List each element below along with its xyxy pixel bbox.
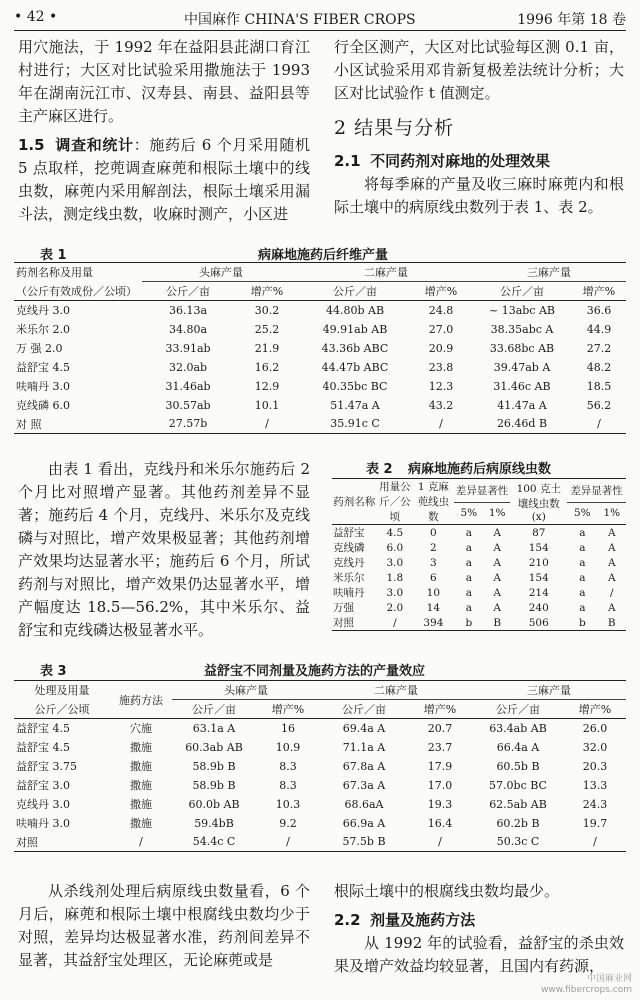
table-cell: 万 强 2.0	[16, 342, 63, 355]
table-cell: 10.1	[254, 398, 280, 412]
table-cell: 44.9	[586, 322, 612, 336]
table-cell: b	[465, 616, 473, 629]
table-cell: /	[610, 586, 614, 599]
table-header: 差异显著性	[570, 484, 623, 497]
table-cell: a	[579, 586, 586, 599]
table-cell: A	[493, 541, 501, 554]
table-cell: 益舒宝	[333, 527, 365, 539]
table-header: 增产%	[408, 700, 472, 719]
table-cell: 68.6aA	[344, 797, 384, 811]
table-cell: 44.47b ABC	[321, 360, 389, 374]
table-cell: A	[493, 586, 501, 599]
table-cell: 呋喃丹 3.0	[16, 380, 70, 393]
table-cell: 66.9a A	[342, 816, 386, 830]
table-cell: 米乐尔	[333, 572, 365, 584]
table-cell: 16	[281, 721, 295, 735]
table-cell: 57.0bc BC	[489, 778, 547, 792]
table-cell: 69.4a A	[342, 721, 386, 735]
table-row	[14, 358, 626, 377]
table-cell: 43.2	[428, 398, 454, 412]
table-cell: 10.3	[275, 797, 301, 811]
table-header: 施药方法	[110, 681, 172, 719]
table-cell: 67.3a A	[342, 778, 386, 792]
table-cell: 154	[528, 541, 549, 554]
table-cell: a	[579, 526, 586, 539]
table-header: 差异显著性	[455, 484, 509, 497]
table-cell: 16.4	[427, 816, 453, 830]
table-cell: 8.3	[279, 759, 297, 773]
header-rule	[14, 30, 626, 31]
table-cell: 3.0	[386, 556, 404, 569]
table-header: 增产%	[234, 282, 300, 301]
section-number: 2.2	[334, 911, 361, 929]
table-cell: b	[578, 616, 586, 629]
section-2-2-text: 从 1992 年的试验看，益舒宝的杀虫效果及增产效益均较显著，且国内有药源，	[334, 934, 624, 975]
table-cell: A	[493, 571, 501, 584]
issue-info: 1996 年第 18 卷	[517, 12, 626, 28]
section-title: 不同药剂对麻地的处理效果	[370, 152, 551, 170]
table-1-discussion: 由表 1 看出，克线丹和米乐尔施药后 2 个月比对照增产显著。其他药剂差异不显著；施药后 4 个月，克线丹、米乐尔及克线磷与对照比，增产效果极显著；其他药剂增产效果均达显著水平；施药后 6 个月，所试药剂与对照比，增产效果仍达显著水平，增产幅度达 18.5—56.2%，其中米乐尔、益舒宝和克线磷达极显著水平。	[18, 460, 310, 639]
table-cell: /	[265, 417, 269, 431]
table-cell: 2	[430, 541, 437, 554]
table-cell: 益舒宝 4.5	[16, 722, 70, 736]
table-header: 三麻产量	[527, 684, 571, 697]
table-cell: 1.8	[386, 571, 404, 584]
table-cell: 60.3ab AB	[185, 740, 243, 754]
table-cell: 56.2	[586, 398, 612, 412]
table-cell: 240	[528, 601, 549, 614]
table-cell: 35.91c C	[330, 417, 380, 431]
table-cell: 6.0	[386, 541, 404, 554]
table-cell: 49.91ab AB	[322, 322, 388, 336]
table-cell: A	[607, 526, 616, 539]
top-right-column	[334, 36, 624, 219]
table-cell: 24.8	[428, 303, 454, 317]
table-header: 药剂名称	[333, 496, 376, 508]
table-cell: 34.80a	[168, 322, 208, 336]
table-row	[14, 738, 626, 757]
table-row	[332, 540, 626, 555]
table-header: 1%	[484, 502, 510, 524]
table-cell: A	[493, 601, 501, 614]
section-number: 1.5	[18, 136, 45, 154]
table-cell: 6	[430, 571, 437, 584]
table-cell: 3	[430, 556, 437, 569]
table-cell: 10	[426, 586, 441, 599]
table-cell: /	[593, 835, 597, 849]
table-cell: 214	[528, 586, 549, 599]
table-header: 公斤／亩	[472, 700, 564, 719]
table-cell: 21.9	[254, 341, 280, 355]
table-cell: 0	[430, 526, 437, 539]
table-header: 增产%	[572, 282, 626, 301]
table-cell: a	[579, 556, 586, 569]
table-cell: 506	[528, 616, 549, 629]
table-cell: 克线磷 6.0	[16, 399, 70, 412]
table-1-label: 表 1	[40, 248, 67, 263]
bottom-right-column	[334, 880, 624, 978]
table-cell: B	[607, 616, 616, 629]
table-cell: a	[465, 601, 472, 614]
table-3-label: 表 3	[40, 664, 67, 679]
table-cell: 14	[426, 601, 441, 614]
table-3	[14, 680, 626, 852]
table-cell: 62.5ab AB	[489, 797, 547, 811]
table-cell: a	[579, 601, 586, 614]
table-cell: 3.0	[386, 586, 404, 599]
table-cell: 31.46ab	[165, 379, 211, 393]
nematode-discussion: 从杀线剂处理后病原线虫数量看，6 个月后，麻蔸和根际土壤中根腐线虫数均少于对照，差异均达极显著水准，药剂间差异不显著，其益舒宝处理区，无论麻蔸或是	[18, 882, 310, 969]
table-row	[14, 833, 626, 852]
table-header: 三麻产量	[527, 266, 571, 279]
table-header: 公斤／亩	[320, 700, 408, 719]
table-cell: 克线丹 3.0	[16, 798, 70, 811]
table-cell: 48.2	[586, 360, 612, 374]
table-row	[332, 585, 626, 600]
table-cell: 31.46c AB	[493, 379, 551, 393]
table-2	[332, 478, 626, 631]
table-row	[14, 301, 626, 320]
table-cell: A	[607, 601, 616, 614]
table-header: 增产%	[256, 700, 320, 719]
table-cell: 26.0	[582, 721, 608, 735]
table-cell: a	[465, 556, 472, 569]
table-cell: a	[579, 571, 586, 584]
table-cell: 60.5b B	[496, 759, 540, 773]
table-cell: A	[607, 571, 616, 584]
table-cell: 24.3	[582, 797, 608, 811]
top-left-column	[18, 36, 310, 226]
table-cell: 18.5	[586, 379, 612, 393]
table-cell: 67.8a A	[342, 759, 386, 773]
table-cell: 益舒宝 4.5	[16, 361, 70, 374]
table-cell: 58.9b B	[192, 759, 236, 773]
table-header: 公斤／亩	[300, 282, 410, 301]
table-header: 公斤／公顷	[34, 702, 90, 716]
table-cell: 13.3	[582, 778, 608, 792]
table-3-title: 益舒宝不同剂量及施药方法的产量效应	[204, 664, 426, 679]
table-header: 5%	[567, 502, 597, 524]
table-cell: a	[579, 541, 586, 554]
table-cell: 17.0	[427, 778, 453, 792]
table-1-title: 病麻地施药后纤维产量	[258, 248, 389, 263]
table-cell: 39.47ab A	[493, 360, 551, 374]
table-cell: 克线丹 3.0	[16, 304, 70, 318]
table-cell: 60.0b AB	[188, 797, 240, 811]
table-cell: 43.36b ABC	[321, 341, 389, 355]
section-2-1-text: 将每季麻的产量及收三麻时麻蔸内和根际土壤中的病原线虫数列于表 1、表 2。	[334, 175, 624, 216]
table-cell: 66.4a A	[496, 740, 540, 754]
table-2-title: 病麻地施药后病原线虫数	[408, 462, 552, 477]
table-cell: 益舒宝 4.5	[16, 741, 70, 754]
table-cell: B	[493, 616, 502, 629]
table-cell: /	[139, 835, 143, 849]
table-cell: 25.2	[254, 322, 280, 336]
table-cell: 益舒宝 3.75	[16, 760, 77, 773]
table-cell: 154	[528, 571, 549, 584]
table-header: 药剂名称及用量	[16, 266, 93, 280]
table-cell: 8.3	[279, 778, 297, 792]
table-cell: A	[493, 526, 501, 539]
table-cell: 26.46d B	[496, 417, 548, 431]
table-header: 二麻产量	[364, 266, 408, 279]
table-row	[14, 320, 626, 339]
table-cell: a	[465, 586, 472, 599]
table-row	[332, 570, 626, 585]
table-header: 二麻产量	[374, 684, 418, 697]
table-header: 用量公斤／公顷	[379, 481, 411, 523]
table-header: 1%	[598, 502, 626, 524]
table-cell: 210	[528, 556, 549, 569]
table-cell: 44.80b AB	[325, 303, 385, 317]
table-cell: 对照	[16, 835, 38, 849]
table-cell: 27.2	[586, 341, 612, 355]
table-cell: 23.8	[428, 360, 454, 374]
table-cell: 41.47a A	[497, 398, 547, 412]
table-row	[332, 525, 626, 541]
table-cell: 33.68bc AB	[489, 341, 555, 355]
table-header: 100 克土壤线虫数(x)	[516, 482, 561, 523]
watermark-url: www.fibercrops.com	[541, 985, 632, 995]
table-cell: 益舒宝 3.0	[16, 779, 70, 792]
table-cell: /	[393, 616, 397, 629]
table-cell: a	[465, 571, 472, 584]
table-header: 头麻产量	[224, 684, 268, 697]
table-cell: 63.1a A	[192, 721, 236, 735]
bottom-left-column	[18, 880, 310, 972]
table-header: 5%	[454, 502, 484, 524]
table-cell: 万强	[333, 602, 354, 614]
watermark-name: 中国麻业网	[586, 974, 632, 984]
table-row	[14, 776, 626, 795]
table-cell: 对 照	[16, 417, 42, 431]
section-number: 2.1	[334, 152, 361, 170]
table-cell: 30.57ab	[165, 398, 211, 412]
table-2-label: 表 2	[366, 462, 393, 477]
table-header: 增产%	[410, 282, 472, 301]
section-2-1	[334, 150, 624, 173]
table-cell: 20.9	[428, 341, 454, 355]
table-cell: 穴施	[130, 722, 152, 736]
table-cell: 20.7	[427, 721, 453, 735]
watermark	[541, 974, 632, 996]
table-cell: A	[607, 541, 616, 554]
table-cell: 32.0	[582, 740, 608, 754]
table-cell: a	[465, 541, 472, 554]
running-header	[14, 6, 626, 28]
table-cell: 36.6	[586, 303, 612, 317]
table-cell: 20.3	[582, 759, 608, 773]
table-cell: 27.57b	[168, 417, 208, 431]
table-cell: 克线磷	[333, 542, 365, 554]
table-cell: 33.91ab	[165, 341, 211, 355]
section-text: ：施药后 6 个月采用随机 5 点取样，挖蔸调查麻蔸和根际土壤中的线虫数，麻蔸内采用解剖法，根际土壤采用漏斗法，测定线虫数，收麻时测产，小区进	[18, 136, 310, 223]
table-cell: 19.3	[427, 797, 453, 811]
table-header: 头麻产量	[199, 266, 243, 279]
table-cell: 19.7	[582, 816, 608, 830]
table-row	[14, 795, 626, 814]
table-cell: 57.5b B	[342, 835, 386, 849]
table-cell: /	[438, 835, 442, 849]
section-1-5	[18, 134, 310, 226]
table-cell: 27.0	[428, 322, 454, 336]
table-cell: 9.2	[279, 816, 297, 830]
section-title: 调查和统计	[55, 136, 134, 154]
table-cell: 51.47a A	[330, 398, 380, 412]
table-cell: 394	[423, 616, 444, 629]
section-2-2	[334, 909, 624, 932]
table-cell: 50.3c C	[496, 835, 540, 849]
table-header: 增产%	[564, 700, 626, 719]
table-header: 1 克麻蔸线虫数	[417, 481, 450, 523]
table-row	[14, 814, 626, 833]
table-cell: 38.35abc A	[490, 322, 554, 336]
table-1	[14, 262, 626, 434]
table-cell: 30.2	[254, 303, 280, 317]
table-cell: 16.2	[254, 360, 280, 374]
page-number: • 42 •	[14, 9, 58, 25]
table-cell: 撒施	[130, 798, 152, 811]
table-cell: 撒施	[130, 817, 152, 830]
table-cell: 克线丹	[333, 557, 365, 569]
journal-title: 中国麻作 CHINA'S FIBER CROPS	[184, 12, 416, 28]
table-cell: 58.9b B	[192, 778, 236, 792]
table-row	[332, 555, 626, 570]
table-row	[14, 339, 626, 358]
table-cell: 71.1a A	[342, 740, 386, 754]
table-cell: 17.9	[427, 759, 453, 773]
table-cell: 54.4c C	[192, 835, 236, 849]
table-cell: /	[286, 835, 290, 849]
table-cell: 2.0	[386, 601, 404, 614]
table-cell: 米乐尔 2.0	[16, 323, 70, 336]
table-header: （公斤有效成份／公顷）	[16, 284, 137, 298]
table-cell: 呋喃丹	[333, 587, 365, 599]
table-cell: a	[465, 526, 472, 539]
table-header: 处理及用量	[34, 684, 90, 698]
table-cell: 63.4ab AB	[489, 721, 547, 735]
table-row	[332, 615, 626, 631]
table-cell: A	[607, 556, 616, 569]
table-cell: /	[597, 417, 601, 431]
table-cell: 呋喃丹 3.0	[16, 817, 70, 830]
paragraph-methods-end: 用穴施法，于 1992 年在益阳县茈湖口育江村进行；大区对比试验采用撒施法于 1993 年在湖南沅江市、汉寿县、南县、益阳县等主产麻区进行。	[18, 38, 310, 125]
table-cell: 4.5	[386, 526, 404, 539]
table-row	[14, 377, 626, 396]
section-2-heading: 2 结果与分析	[334, 117, 455, 139]
table-row	[332, 600, 626, 615]
table-cell: A	[493, 556, 501, 569]
table-cell: 12.9	[254, 379, 280, 393]
table-cell: 对照	[333, 617, 354, 629]
table-row	[14, 757, 626, 776]
mid-left-column	[18, 458, 310, 642]
table-row	[14, 719, 626, 738]
table-cell: 撒施	[130, 760, 152, 773]
section-title: 剂量及施药方法	[370, 911, 476, 929]
table-cell: ~ 13abc AB	[489, 303, 555, 317]
table-header: 公斤／亩	[472, 282, 572, 301]
table-cell: /	[439, 417, 443, 431]
table-cell: 12.3	[428, 379, 454, 393]
table-cell: 40.35bc BC	[322, 379, 388, 393]
table-cell: 撒施	[130, 741, 152, 754]
table-header: 公斤／亩	[142, 282, 234, 301]
table-row	[14, 396, 626, 415]
table-cell: 10.9	[275, 740, 301, 754]
paragraph-statistics: 行全区测产，大区对比试验每区测 0.1 亩，小区试验采用邓肯新复极差法统计分析；大区对比试验作 t 值测定。	[334, 38, 624, 102]
table-cell: 87	[532, 526, 546, 539]
nematode-discussion-end: 根际土壤中的根腐线虫数均最少。	[334, 882, 560, 900]
table-row	[14, 415, 626, 434]
table-cell: 32.0ab	[168, 360, 208, 374]
table-cell: 撒施	[130, 779, 152, 792]
table-cell: 23.7	[427, 740, 453, 754]
table-cell: 60.2b B	[496, 816, 540, 830]
table-header: 公斤／亩	[172, 700, 256, 719]
table-cell: 36.13a	[168, 303, 208, 317]
table-cell: 59.4bB	[194, 816, 234, 830]
